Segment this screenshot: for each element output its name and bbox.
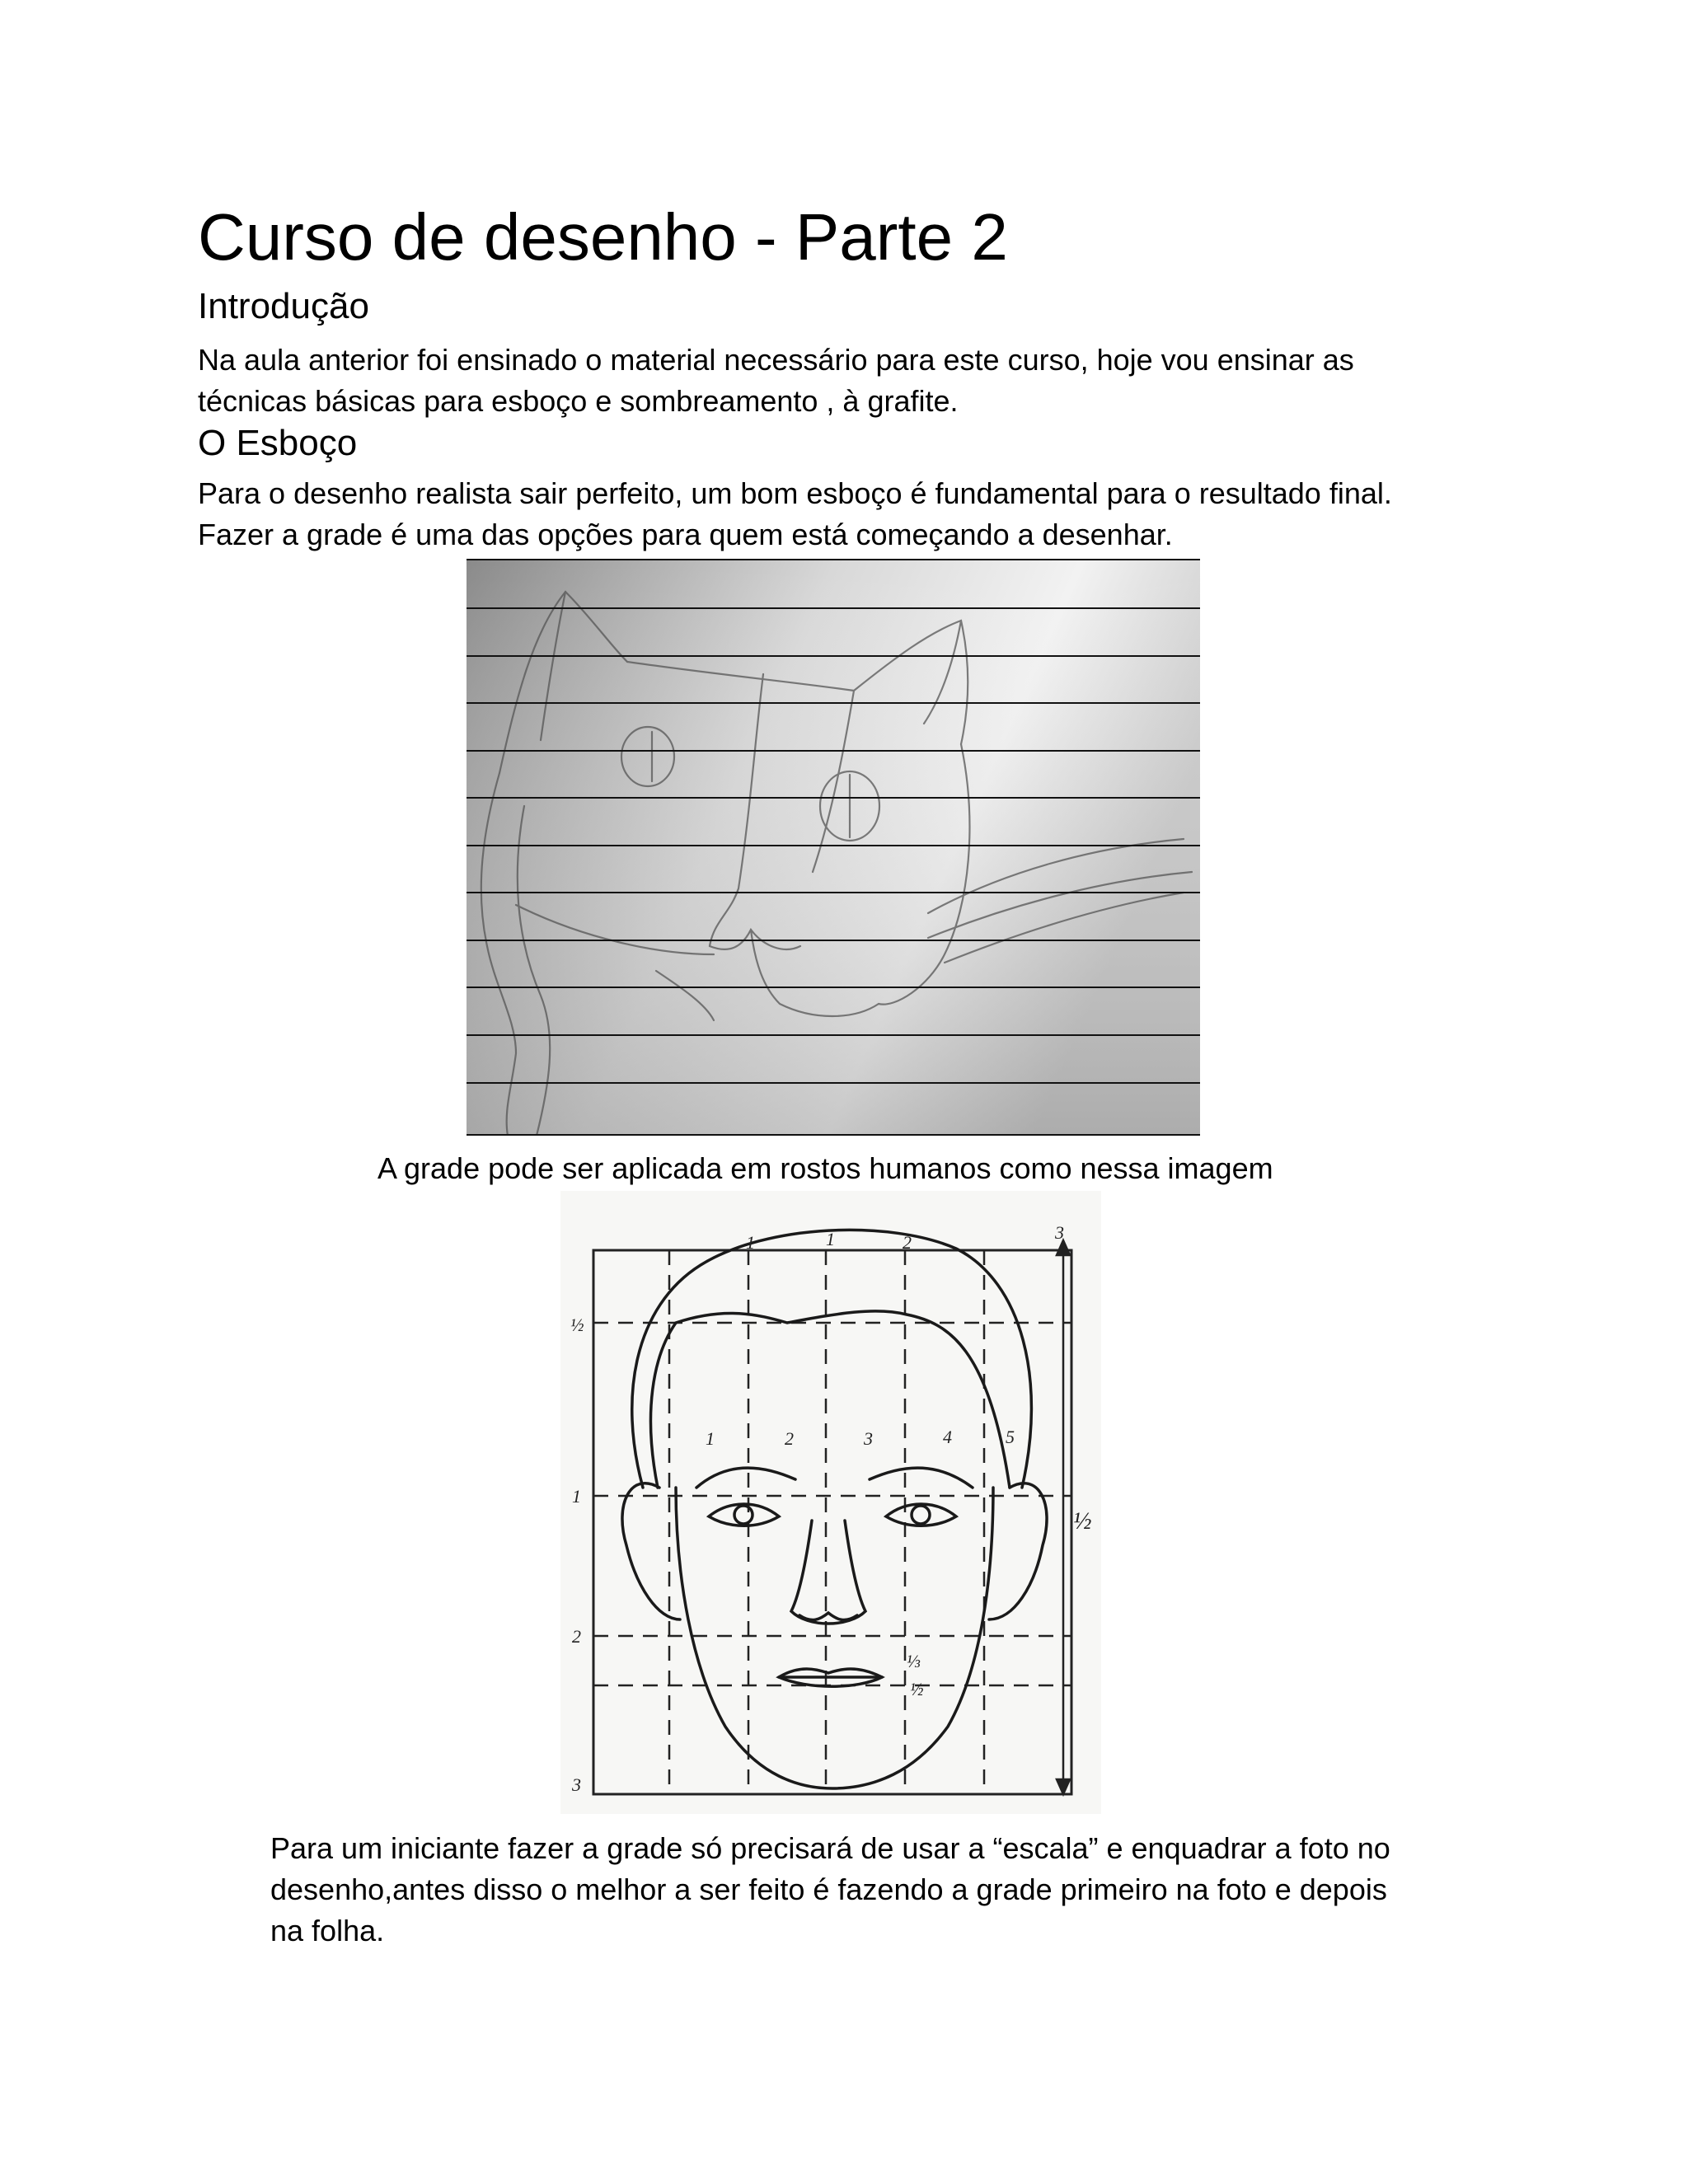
face-label-top-1b: 1 (826, 1229, 835, 1249)
face-label-mouth-half: ½ (910, 1679, 924, 1699)
closing-line-1: Para um iniciante fazer a grade só precisará de usar a “escala” e enquadrar a foto no (270, 1831, 1390, 1865)
cat-sketch-grid-image (467, 559, 1200, 1136)
intro-line-2: técnicas básicas para esboço e sombreamento , à grafite. (198, 384, 959, 418)
esboco-line-2: Fazer a grade é uma das opções para quem está começando a desenhar. (198, 518, 1173, 551)
heading-esboco: O Esboço (198, 423, 358, 463)
intro-line-1: Na aula anterior foi ensinado o material necessário para este curso, hoje vou ensinar as (198, 343, 1354, 377)
face-label-brow-3: 3 (864, 1428, 873, 1449)
esboco-line-1: Para o desenho realista sair perfeito, um bom esboço é fundamental para o resultado final. (198, 476, 1392, 510)
face-caption: A grade pode ser aplicada em rostos humanos como nessa imagem (377, 1151, 1273, 1185)
face-label-brow-1: 1 (706, 1428, 715, 1449)
face-label-brow-4: 4 (943, 1427, 952, 1447)
face-proportion-grid-image (560, 1191, 1101, 1814)
face-label-left-3: 3 (572, 1774, 581, 1795)
document-title: Curso de desenho - Parte 2 (198, 200, 1008, 274)
face-label-third: ⅓ (907, 1651, 921, 1671)
face-label-top-3: 3 (1055, 1222, 1064, 1243)
face-label-brow-5: 5 (1006, 1427, 1015, 1447)
face-label-top-1: 1 (746, 1232, 755, 1253)
heading-introducao: Introdução (198, 286, 369, 326)
face-label-brow-2: 2 (785, 1428, 794, 1449)
face-label-right-half: ½ (1073, 1507, 1092, 1535)
face-label-left-2: 2 (572, 1626, 581, 1647)
face-label-left-half: ½ (570, 1315, 584, 1335)
closing-line-3: na folha. (270, 1914, 385, 1947)
face-label-top-2: 2 (903, 1232, 912, 1253)
face-label-left-1: 1 (572, 1486, 581, 1507)
closing-line-2: desenho,antes disso o melhor a ser feito é fazendo a grade primeiro na foto e depois (270, 1872, 1387, 1906)
